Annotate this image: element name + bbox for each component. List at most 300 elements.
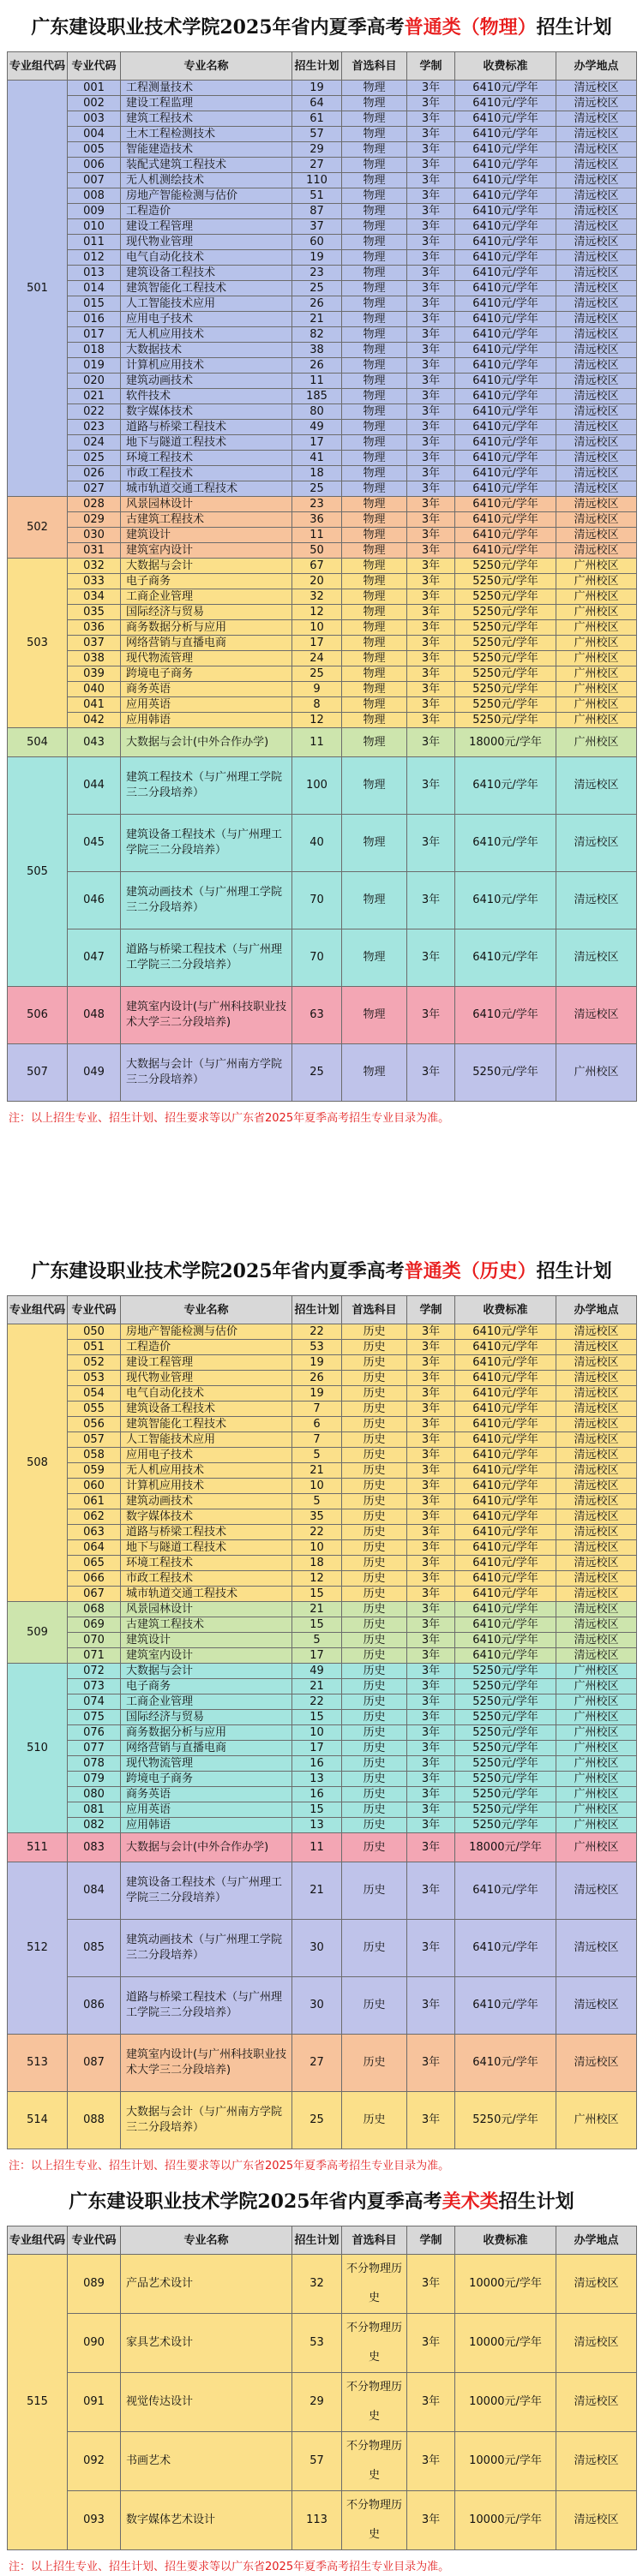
major-code-cell: 031 [68,543,121,559]
fee-cell: 6410元/学年 [455,358,556,374]
plan-count-cell: 21 [292,1679,342,1694]
table-row [8,1648,637,1664]
campus-cell: 清远校区 [556,1402,637,1417]
group-code-cell: 513 [8,2035,68,2092]
major-code-cell: 043 [68,728,121,757]
major-code-cell: 006 [68,158,121,173]
campus-cell: 清远校区 [556,2314,637,2373]
plan-count-cell: 57 [292,2432,342,2491]
major-name-cell: 大数据与会计 [121,1664,292,1679]
subject-cell: 物理 [342,266,407,281]
duration-cell: 3年 [407,1525,455,1540]
campus-cell: 广州校区 [556,1694,637,1710]
major-code-cell: 072 [68,1664,121,1679]
table-row [8,219,637,235]
subject-cell: 历史 [342,1571,407,1587]
subject-cell: 物理 [342,666,407,682]
plan-count-cell: 40 [292,815,342,872]
column-header: 招生计划 [292,1296,342,1324]
major-code-cell: 065 [68,1556,121,1571]
major-code-cell: 085 [68,1920,121,1977]
fee-cell: 6410元/学年 [455,466,556,481]
table-row [8,204,637,219]
plan-count-cell: 18 [292,1556,342,1571]
fee-cell: 6410元/学年 [455,1479,556,1494]
campus-cell: 清远校区 [556,389,637,404]
plan-count-cell: 16 [292,1787,342,1802]
fee-cell: 6410元/学年 [455,1977,556,2035]
duration-cell: 3年 [407,757,455,815]
fee-cell: 5250元/学年 [455,1756,556,1772]
table-row [8,1710,637,1725]
campus-cell: 清远校区 [556,1463,637,1479]
section-title [0,0,643,51]
duration-cell: 3年 [407,158,455,173]
major-name-cell: 电气自动化技术 [121,1386,292,1402]
plan-count-cell: 29 [292,2373,342,2432]
header-row [8,52,637,81]
fee-cell: 6410元/学年 [455,1587,556,1602]
duration-cell: 3年 [407,1494,455,1509]
plan-count-cell: 10 [292,620,342,636]
major-code-cell: 020 [68,374,121,389]
campus-cell: 广州校区 [556,682,637,697]
major-name-cell: 大数据与会计(中外合作办学) [121,1833,292,1862]
fee-cell: 6410元/学年 [455,1417,556,1432]
subject-cell: 物理 [342,574,407,589]
plan-count-cell: 60 [292,235,342,250]
major-name-cell: 房地产智能检测与估价 [121,1324,292,1340]
table-row [8,697,637,713]
major-name-cell: 书画艺术 [121,2432,292,2491]
fee-cell: 5250元/学年 [455,1818,556,1833]
column-header: 办学地点 [556,2226,637,2255]
table-row [8,266,637,281]
major-name-cell: 现代物流管理 [121,1756,292,1772]
fee-cell: 5250元/学年 [455,1802,556,1818]
campus-cell: 清远校区 [556,204,637,219]
major-code-cell: 064 [68,1540,121,1556]
major-name-cell: 数字媒体技术 [121,404,292,420]
plan-count-cell: 19 [292,250,342,266]
major-code-cell: 022 [68,404,121,420]
campus-cell: 广州校区 [556,559,637,574]
table-row [8,1802,637,1818]
plan-count-cell: 53 [292,1340,342,1355]
campus-cell: 清远校区 [556,872,637,929]
major-code-cell: 078 [68,1756,121,1772]
plan-count-cell: 9 [292,682,342,697]
major-name-cell: 视觉传达设计 [121,2373,292,2432]
subject-cell: 历史 [342,1772,407,1787]
duration-cell: 3年 [407,1920,455,1977]
subject-cell: 物理 [342,929,407,987]
column-header: 首选科目 [342,1296,407,1324]
table-row [8,1833,637,1862]
column-header: 专业名称 [121,2226,292,2255]
subject-cell: 历史 [342,1355,407,1371]
title-text: 广东建设职业技术学院2025年省内夏季高考 [31,1259,405,1282]
table-row [8,2314,637,2373]
fee-cell: 6410元/学年 [455,1355,556,1371]
table-row [8,127,637,142]
campus-cell: 清远校区 [556,512,637,528]
fee-cell: 6410元/学年 [455,1602,556,1617]
duration-cell: 3年 [407,2255,455,2314]
subject-cell: 物理 [342,296,407,312]
subject-cell: 物理 [342,173,407,188]
footnote: 注：以上招生专业、招生计划、招生要求等以广东省2025年夏季高考招生专业目录为准。 [9,2561,450,2573]
subject-cell: 不分物理历史 [342,2491,407,2550]
duration-cell: 3年 [407,1540,455,1556]
campus-cell: 广州校区 [556,1664,637,1679]
fee-cell: 6410元/学年 [455,1386,556,1402]
major-name-cell: 建设工程监理 [121,96,292,111]
campus-cell: 广州校区 [556,1710,637,1725]
duration-cell: 3年 [407,713,455,728]
subject-cell: 不分物理历史 [342,2255,407,2314]
table-row [8,728,637,757]
subject-cell: 物理 [342,235,407,250]
major-name-cell: 环境工程技术 [121,1556,292,1571]
table-row [8,1920,637,1977]
fee-cell: 5250元/学年 [455,1725,556,1741]
plan-count-cell: 15 [292,1587,342,1602]
fee-cell: 6410元/学年 [455,1920,556,1977]
plan-count-cell: 10 [292,1725,342,1741]
header-row [8,2226,637,2255]
duration-cell: 3年 [407,2092,455,2149]
table-row [8,281,637,296]
major-code-cell: 025 [68,451,121,466]
duration-cell: 3年 [407,343,455,358]
duration-cell: 3年 [407,1633,455,1648]
fee-cell: 6410元/学年 [455,435,556,451]
table-row [8,1402,637,1417]
duration-cell: 3年 [407,2373,455,2432]
plan-count-cell: 17 [292,1648,342,1664]
subject-cell: 历史 [342,2092,407,2149]
fee-cell: 5250元/学年 [455,605,556,620]
duration-cell: 3年 [407,1556,455,1571]
duration-cell: 3年 [407,1571,455,1587]
campus-cell: 广州校区 [556,2092,637,2149]
major-code-cell: 068 [68,1602,121,1617]
campus-cell: 清远校区 [556,1920,637,1977]
plan-count-cell: 70 [292,872,342,929]
fee-cell: 10000元/学年 [455,2314,556,2373]
campus-cell: 清远校区 [556,481,637,497]
major-code-cell: 004 [68,127,121,142]
major-code-cell: 018 [68,343,121,358]
major-code-cell: 011 [68,235,121,250]
major-code-cell: 015 [68,296,121,312]
duration-cell: 3年 [407,1756,455,1772]
duration-cell: 3年 [407,188,455,204]
major-name-cell: 大数据与会计(中外合作办学) [121,728,292,757]
major-name-cell: 道路与桥梁工程技术 [121,1525,292,1540]
plan-count-cell: 11 [292,1833,342,1862]
table-row [8,620,637,636]
campus-cell: 清远校区 [556,1602,637,1617]
subject-cell: 历史 [342,1386,407,1402]
campus-cell: 清远校区 [556,1556,637,1571]
campus-cell: 广州校区 [556,1741,637,1756]
fee-cell: 6410元/学年 [455,1340,556,1355]
fee-cell: 6410元/学年 [455,1371,556,1386]
plan-count-cell: 8 [292,697,342,713]
major-name-cell: 现代物流管理 [121,651,292,666]
subject-cell: 物理 [342,815,407,872]
title-suffix: 招生计划 [498,2190,574,2213]
column-header: 办学地点 [556,52,637,81]
duration-cell: 3年 [407,1977,455,2035]
major-name-cell: 现代物业管理 [121,235,292,250]
major-code-cell: 077 [68,1741,121,1756]
campus-cell: 清远校区 [556,327,637,343]
duration-cell: 3年 [407,219,455,235]
subject-cell: 历史 [342,1648,407,1664]
duration-cell: 3年 [407,435,455,451]
campus-cell: 广州校区 [556,605,637,620]
duration-cell: 3年 [407,96,455,111]
major-name-cell: 家具艺术设计 [121,2314,292,2373]
group-code-cell: 505 [8,757,68,987]
fee-cell: 6410元/学年 [455,158,556,173]
campus-cell: 广州校区 [556,728,637,757]
subject-cell: 历史 [342,2035,407,2092]
fee-cell: 6410元/学年 [455,96,556,111]
major-name-cell: 市政工程技术 [121,466,292,481]
campus-cell: 清远校区 [556,1417,637,1432]
subject-cell: 历史 [342,1556,407,1571]
table-row [8,1787,637,1802]
fee-cell: 6410元/学年 [455,1540,556,1556]
major-code-cell: 088 [68,2092,121,2149]
subject-cell: 历史 [342,1432,407,1448]
campus-cell: 清远校区 [556,1494,637,1509]
campus-cell: 清远校区 [556,2491,637,2550]
plan-count-cell: 19 [292,1386,342,1402]
table-row [8,1725,637,1741]
major-name-cell: 人工智能技术应用 [121,296,292,312]
campus-cell: 清远校区 [556,1862,637,1920]
duration-cell: 3年 [407,1725,455,1741]
major-code-cell: 009 [68,204,121,219]
campus-cell: 广州校区 [556,1756,637,1772]
major-code-cell: 093 [68,2491,121,2550]
duration-cell: 3年 [407,281,455,296]
subject-cell: 不分物理历史 [342,2373,407,2432]
title-text: 广东建设职业技术学院2025年省内夏季高考 [69,2190,442,2213]
table-row [8,250,637,266]
fee-cell: 6410元/学年 [455,2035,556,2092]
duration-cell: 3年 [407,266,455,281]
campus-cell: 清远校区 [556,96,637,111]
subject-cell: 物理 [342,96,407,111]
major-name-cell: 应用韩语 [121,1818,292,1833]
plan-count-cell: 21 [292,1862,342,1920]
subject-cell: 物理 [342,757,407,815]
major-code-cell: 061 [68,1494,121,1509]
fee-cell: 5250元/学年 [455,589,556,605]
duration-cell: 3年 [407,1710,455,1725]
fee-cell: 5250元/学年 [455,1772,556,1787]
table-row [8,96,637,111]
major-name-cell: 建筑动画技术 [121,374,292,389]
table-row [8,2255,637,2314]
major-name-cell: 应用英语 [121,1802,292,1818]
major-name-cell: 建筑工程技术 [121,111,292,127]
plan-count-cell: 22 [292,1694,342,1710]
major-name-cell: 大数据与会计 [121,559,292,574]
subject-cell: 物理 [342,713,407,728]
fee-cell: 6410元/学年 [455,1432,556,1448]
table-row [8,343,637,358]
duration-cell: 3年 [407,574,455,589]
group-code-cell: 515 [8,2255,68,2550]
campus-cell: 清远校区 [556,757,637,815]
campus-cell: 清远校区 [556,158,637,173]
plan-count-cell: 12 [292,1571,342,1587]
subject-cell: 物理 [342,219,407,235]
fee-cell: 6410元/学年 [455,815,556,872]
major-name-cell: 跨境电子商务 [121,1772,292,1787]
fee-cell: 6410元/学年 [455,929,556,987]
duration-cell: 3年 [407,1432,455,1448]
fee-cell: 6410元/学年 [455,451,556,466]
subject-cell: 物理 [342,281,407,296]
major-name-cell: 数字媒体艺术设计 [121,2491,292,2550]
major-name-cell: 风景园林设计 [121,497,292,512]
major-name-cell: 建筑设备工程技术（与广州理工学院三二分段培养） [121,1862,292,1920]
table-row [8,2373,637,2432]
table-row [8,235,637,250]
campus-cell: 清远校区 [556,1448,637,1463]
table-row [8,1324,637,1340]
major-name-cell: 大数据与会计（与广州南方学院三二分段培养） [121,2092,292,2149]
campus-cell: 清远校区 [556,1324,637,1340]
group-code-cell: 507 [8,1044,68,1102]
major-name-cell: 建筑设计 [121,1633,292,1648]
duration-cell: 3年 [407,111,455,127]
major-name-cell: 道路与桥梁工程技术（与广州理工学院三二分段培养） [121,1977,292,2035]
group-code-cell: 503 [8,559,68,728]
major-code-cell: 056 [68,1417,121,1432]
campus-cell: 广州校区 [556,651,637,666]
column-header: 专业组代码 [8,1296,68,1324]
major-code-cell: 024 [68,435,121,451]
duration-cell: 3年 [407,497,455,512]
fee-cell: 6410元/学年 [455,127,556,142]
table-row [8,589,637,605]
duration-cell: 3年 [407,1787,455,1802]
subject-cell: 历史 [342,1324,407,1340]
section-title [0,1244,643,1295]
fee-cell: 5250元/学年 [455,1694,556,1710]
campus-cell: 广州校区 [556,697,637,713]
major-name-cell: 人工智能技术应用 [121,1432,292,1448]
subject-cell: 物理 [342,389,407,404]
major-code-cell: 033 [68,574,121,589]
column-header: 学制 [407,1296,455,1324]
fee-cell: 6410元/学年 [455,1571,556,1587]
column-header: 收费标准 [455,1296,556,1324]
table-row [8,1772,637,1787]
plan-count-cell: 12 [292,713,342,728]
subject-cell: 历史 [342,1920,407,1977]
duration-cell: 3年 [407,651,455,666]
campus-cell: 清远校区 [556,1386,637,1402]
subject-cell: 物理 [342,559,407,574]
major-code-cell: 055 [68,1402,121,1417]
campus-cell: 清远校区 [556,81,637,96]
plan-count-cell: 57 [292,127,342,142]
major-code-cell: 062 [68,1509,121,1525]
plan-count-cell: 67 [292,559,342,574]
title-suffix: 招生计划 [536,15,612,39]
subject-cell: 历史 [342,1741,407,1756]
table-row [8,528,637,543]
major-code-cell: 053 [68,1371,121,1386]
plan-count-cell: 23 [292,497,342,512]
table-row [8,2092,637,2149]
duration-cell: 3年 [407,1772,455,1787]
campus-cell: 清远校区 [556,1587,637,1602]
fee-cell: 6410元/学年 [455,481,556,497]
major-name-cell: 地下与隧道工程技术 [121,435,292,451]
fee-cell: 5250元/学年 [455,1741,556,1756]
table-row [8,404,637,420]
major-name-cell: 电子商务 [121,1679,292,1694]
subject-cell: 物理 [342,589,407,605]
duration-cell: 3年 [407,1402,455,1417]
duration-cell: 3年 [407,312,455,327]
fee-cell: 6410元/学年 [455,404,556,420]
fee-cell: 5250元/学年 [455,1044,556,1102]
duration-cell: 3年 [407,127,455,142]
duration-cell: 3年 [407,1862,455,1920]
duration-cell: 3年 [407,1664,455,1679]
subject-cell: 物理 [342,451,407,466]
major-name-cell: 应用电子技术 [121,312,292,327]
plan-count-cell: 100 [292,757,342,815]
plan-count-cell: 35 [292,1509,342,1525]
title-highlight: 普通类（历史） [404,1259,537,1282]
major-name-cell: 国际经济与贸易 [121,605,292,620]
header-row [8,1296,637,1324]
group-code-cell: 509 [8,1602,68,1664]
duration-cell: 3年 [407,1448,455,1463]
plan-count-cell: 23 [292,266,342,281]
fee-cell: 6410元/学年 [455,528,556,543]
major-name-cell: 商务英语 [121,682,292,697]
plan-count-cell: 20 [292,574,342,589]
subject-cell: 历史 [342,1802,407,1818]
column-header: 招生计划 [292,2226,342,2255]
plan-table [7,2226,637,2550]
plan-count-cell: 37 [292,219,342,235]
plan-count-cell: 26 [292,358,342,374]
table-row [8,389,637,404]
campus-cell: 清远校区 [556,127,637,142]
campus-cell: 清远校区 [556,358,637,374]
major-code-cell: 073 [68,1679,121,1694]
fee-cell: 6410元/学年 [455,420,556,435]
major-name-cell: 工商企业管理 [121,1694,292,1710]
fee-cell: 6410元/学年 [455,1448,556,1463]
plan-count-cell: 185 [292,389,342,404]
